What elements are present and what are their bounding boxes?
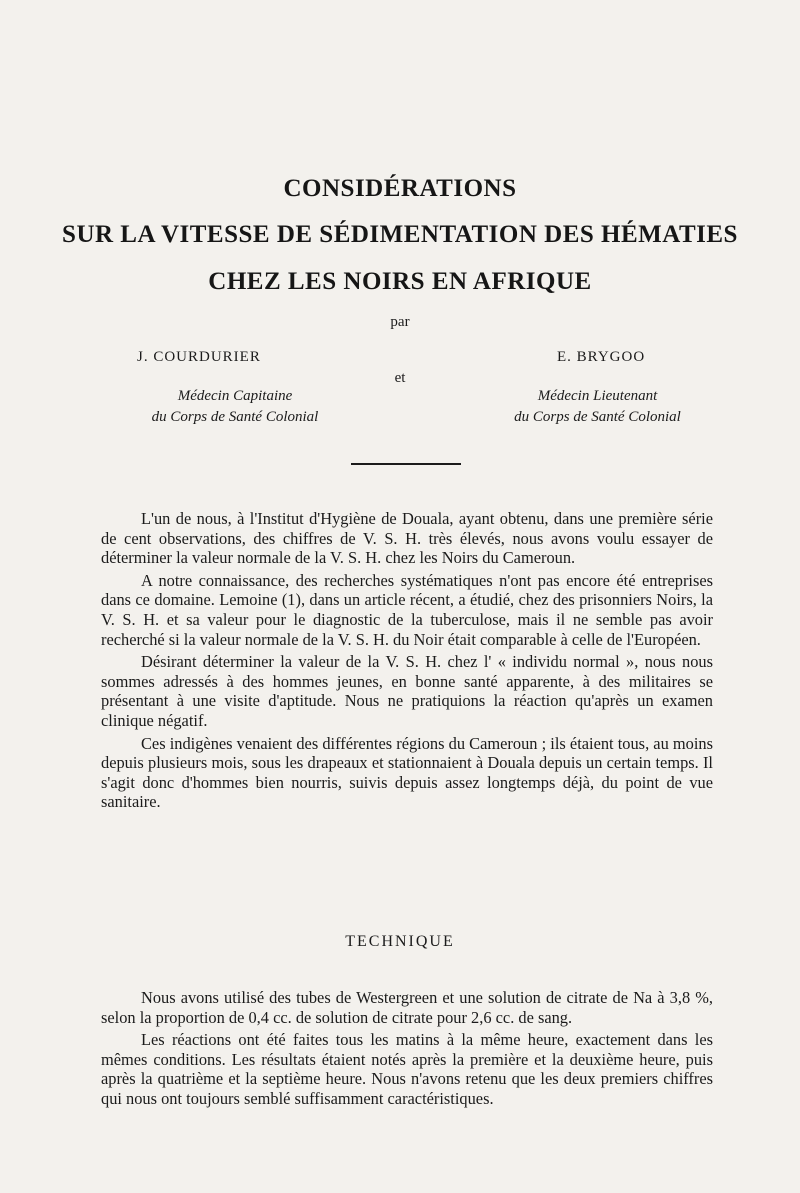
- title-line-1: CONSIDÉRATIONS: [283, 175, 517, 202]
- paragraph: Nous avons utilisé des tubes de Westergreen et une solution de citrate de Na à 3,8 %, selon la proportion de 0,4 cc. de solution de citrate pour 2,6 cc. de sang.: [101, 988, 713, 1027]
- paragraph: Les réactions ont été faites tous les matins à la même heure, exactement dans les mêmes conditions. Les résultats étaient notés après la première et la deuxième heure, puis après la quatrième et la septième heure. Nous n'avons retenu que les deux premiers chiffres qui nous ont toujours semblé suffisamment caractéristiques.: [101, 1030, 713, 1108]
- section-heading: TECHNIQUE: [345, 933, 455, 950]
- byline-par: par: [390, 314, 410, 330]
- author-1-corps: du Corps de Santé Colonial: [151, 409, 319, 425]
- paragraph: A notre connaissance, des recherches systématiques n'ont pas encore été entreprises dans ce domaine. Lemoine (1), dans un article récent, a étudié, chez des prisonniers Noirs, la V. S. H. et sa valeur pour le diagnostic de la tuberculose, mais il ne semble pas avoir recherché si la valeur normale de la V. S. H. du Noir était comparable à celle de l'Européen.: [101, 570, 713, 649]
- title-line-2: SUR LA VITESSE DE SÉDIMENTATION DES HÉMATIES: [62, 221, 738, 248]
- author-2-name: E. BRYGOO: [557, 349, 646, 365]
- author-1-role: [145, 386, 325, 428]
- paragraph: Désirant déterminer la valeur de la V. S. H. chez l' « individu normal », nous nous sommes adressés à des hommes jeunes, en bonne santé apparente, à des militaires se présentant à une visite d'aptitude. Nous ne pratiquions la réaction qu'après un examen clinique négatif.: [101, 652, 713, 730]
- author-1-rank: Médecin Capitaine: [177, 388, 293, 404]
- author-2-role: [490, 386, 705, 428]
- separator-rule: [351, 463, 461, 465]
- byline-et: et: [394, 370, 406, 386]
- intro-text: [101, 509, 713, 812]
- author-2-corps: du Corps de Santé Colonial: [514, 409, 681, 425]
- paragraph: Ces indigènes venaient des différentes régions du Cameroun ; ils étaient tous, au moins depuis plusieurs mois, sous les drapeaux et stationnaient à Douala depuis un certain temps. Il s'agit donc d'hommes bien nourris, suivis depuis assez longtemps déjà, du point de vue sanitaire.: [101, 733, 713, 812]
- technique-text: [101, 988, 713, 1109]
- paragraph: L'un de nous, à l'Institut d'Hygiène de Douala, ayant obtenu, dans une première série de cent observations, des chiffres de V. S. H. très élevés, nous avons voulu essayer de déterminer la valeur normale de la V. S. H. chez les Noirs du Cameroun.: [101, 509, 713, 568]
- author-2-rank: Médecin Lieutenant: [537, 388, 658, 404]
- title-line-3: CHEZ LES NOIRS EN AFRIQUE: [208, 268, 592, 295]
- author-1-name: J. COURDURIER: [137, 349, 261, 365]
